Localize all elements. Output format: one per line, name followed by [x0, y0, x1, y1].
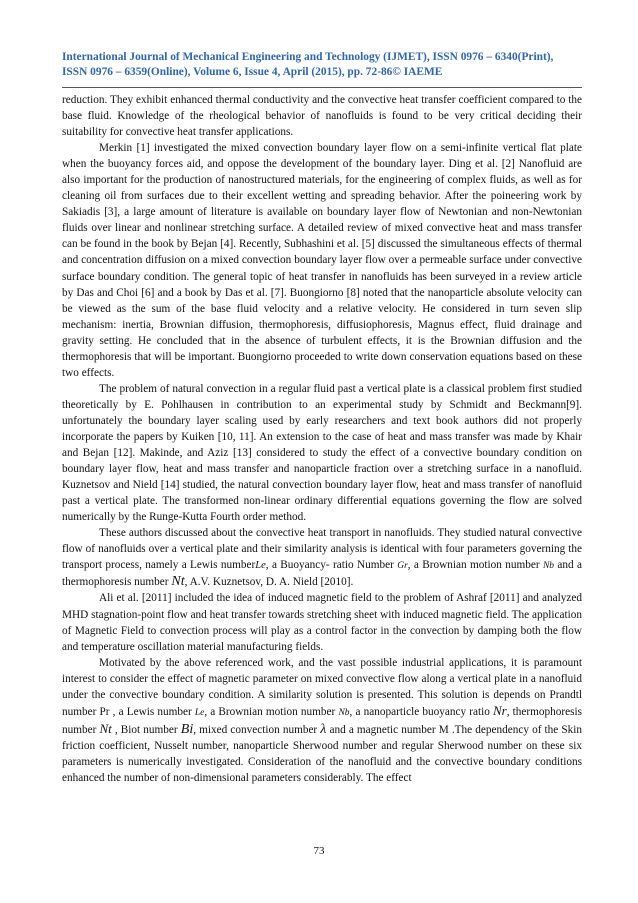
p4-text-b: , a Buoyancy- ratio Number — [265, 559, 394, 572]
symbol-lewis: Le — [194, 707, 205, 718]
header-line-1: International Journal of Mechanical Engineering and Technology (IJMET), ISSN 0976 – 6340(Print), — [62, 51, 554, 63]
header-divider — [62, 87, 582, 88]
paragraph-6 — [62, 655, 582, 786]
page-number: 73 — [313, 845, 325, 857]
symbol-brownian: Nb — [338, 707, 350, 718]
paragraph-2: Merkin [1] investigated the mixed convection boundary layer flow on a semi-infinite vertical flat plate when the buoyancy forces aid, and oppose the development of the boundary layer. Ding et al. [2] Nanofluid are also important for the production of nanostructured materials, for the engineering of complex fluids, as well as for cleaning oil from surfaces due to their excellent wetting and spreading behavior. After the poineering work by Sakiadis [3], a large amount of literature is available on boundary layer flow of Newtonian and non-Newtonian fluids over linear and nonlinear stretching surface. A detailed review of mixed convective heat and mass transfer can be found in the book by Bejan [4]. Recently, Subhashini et al. [5] discussed the simultaneous effects of thermal and concentration diffusion on a mixed convection boundary layer flow over a permeable surface under convective surface boundary condition. The general topic of heat transfer in nanofluids has been surveyed in a review article by Das and Choi [6] and a book by Das et al. [7]. Buongiorno [8] noted that the nanoparticle absolute velocity can be viewed as the sum of the base fluid velocity and a relative velocity. He considered in turn seven slip mechanism: inertia, Brownian diffusion, thermophoresis, diffusiophoresis, Magnus effect, fluid drainage and gravity setting. He concluded that in the absence of turbulent effects, it is the Brownian diffusion and the thermophoresis that will be important. Buongiorno proceeded to write down conservation equations based on these two effects. — [62, 142, 582, 379]
symbol-grashof: Gr — [397, 561, 408, 572]
p6-text-g: and a magnetic number M .The dependency of the Skin friction coefficient, Nusselt number, nanoparticle Sherwood number and regular Sherwood number on these six parameters is numerically investigated. Consideration of the nanofluid and the convective boundary conditions enhanced the number of non-dimensional parameters considerably. The effect — [62, 723, 583, 784]
p6-text-a: Motivated by the above referenced work, and the vast possible industrial applications, it is paramount interest to consider the effect of magnetic parameter on mixed convective flow along a vertical plate in a nanofluid under the convective boundary condition. A similarity solution is presented. This solution is depends on Prandtl number Pr , a Lewis number — [62, 656, 582, 718]
p6-text-b: , a Brownian motion number — [204, 705, 336, 718]
symbol-brownian: Nb — [542, 561, 555, 572]
p6-text-e: , Biot number — [114, 723, 178, 736]
paragraph-3: The problem of natural convection in a regular fluid past a vertical plate is a classical problem first studied theoretically by E. Pohlhausen in contribution to an experimental study by Schmidt and Beckmann[9]. unfortunately the boundary layer scaling used by early researchers and text book authors did not properly incorporate the papers by Kuiken [10, 11]. An extension to the case of heat and mass transfer was made by Khair and Bejan [12]. Makinde, and Aziz [13] considered to study the effect of a convective boundary condition on boundary layer flow, heat and mass transfer and nanoparticle fraction over a stretching surface in a nanofluid. Kuznetsov and Nield [14] studied, the natural convection boundary layer flow, heat and mass transfer of nanofluid past a vertical plate. The transformed non-linear ordinary differential equations governing the flow are solved numerically by the Runge-Kutta Fourth order method. — [62, 382, 582, 524]
paragraph-4 — [62, 525, 582, 590]
paragraph-1: reduction. They exhibit enhanced thermal conductivity and the convective heat transfer coefficient compared to the base fluid. Knowledge of the rheological behavior of nanofluids is found to be very critical deciding their suitability for convective heat transfer applications. — [62, 94, 582, 139]
p4-text-d: and a thermophoresis number — [62, 559, 582, 589]
symbol-buoyancy-ratio: Nr — [492, 702, 507, 718]
symbol-lambda: λ — [320, 721, 327, 737]
symbol-biot: Bi — [180, 721, 194, 737]
p4-text-e: , A.V. Kuznetsov, D. A. Nield [2010]. — [184, 576, 354, 589]
symbol-thermophoresis: Nt — [171, 574, 185, 590]
journal-header — [62, 50, 582, 80]
p4-text-c: , a Brownian motion number — [407, 559, 540, 572]
p6-text-f: , mixed convection number — [193, 723, 318, 736]
symbol-lewis: Le — [255, 560, 266, 572]
header-line-2: ISSN 0976 – 6359(Online), Volume 6, Issue 4, April (2015), pp. 72-86© IAEME — [62, 66, 443, 78]
p4-text-a: These authors discussed about the convective heat transport in nanofluids. They studied natural convective flow of nanofluids over a vertical plate and their similarity analysis is identical with four parameters governing the transport process, namely a Lewis number — [62, 527, 582, 572]
paragraph-5: Ali et al. [2011] included the idea of induced magnetic field to the problem of Ashraf [2011] and analyzed MHD stagnation-point flow and heat transfer towards stretching sheet with induced magnetic field. The application of Magnetic Field to convection process will play as a control factor in the convection by damping both the flow and temperature oscillation material manufacturing fields. — [62, 592, 582, 653]
p6-text-d: , thermophoresis number — [62, 705, 583, 736]
p6-text-c: , a nanoparticle buoyancy ratio — [349, 705, 490, 718]
article-body — [62, 92, 582, 786]
symbol-thermophoresis: Nt — [99, 720, 112, 736]
